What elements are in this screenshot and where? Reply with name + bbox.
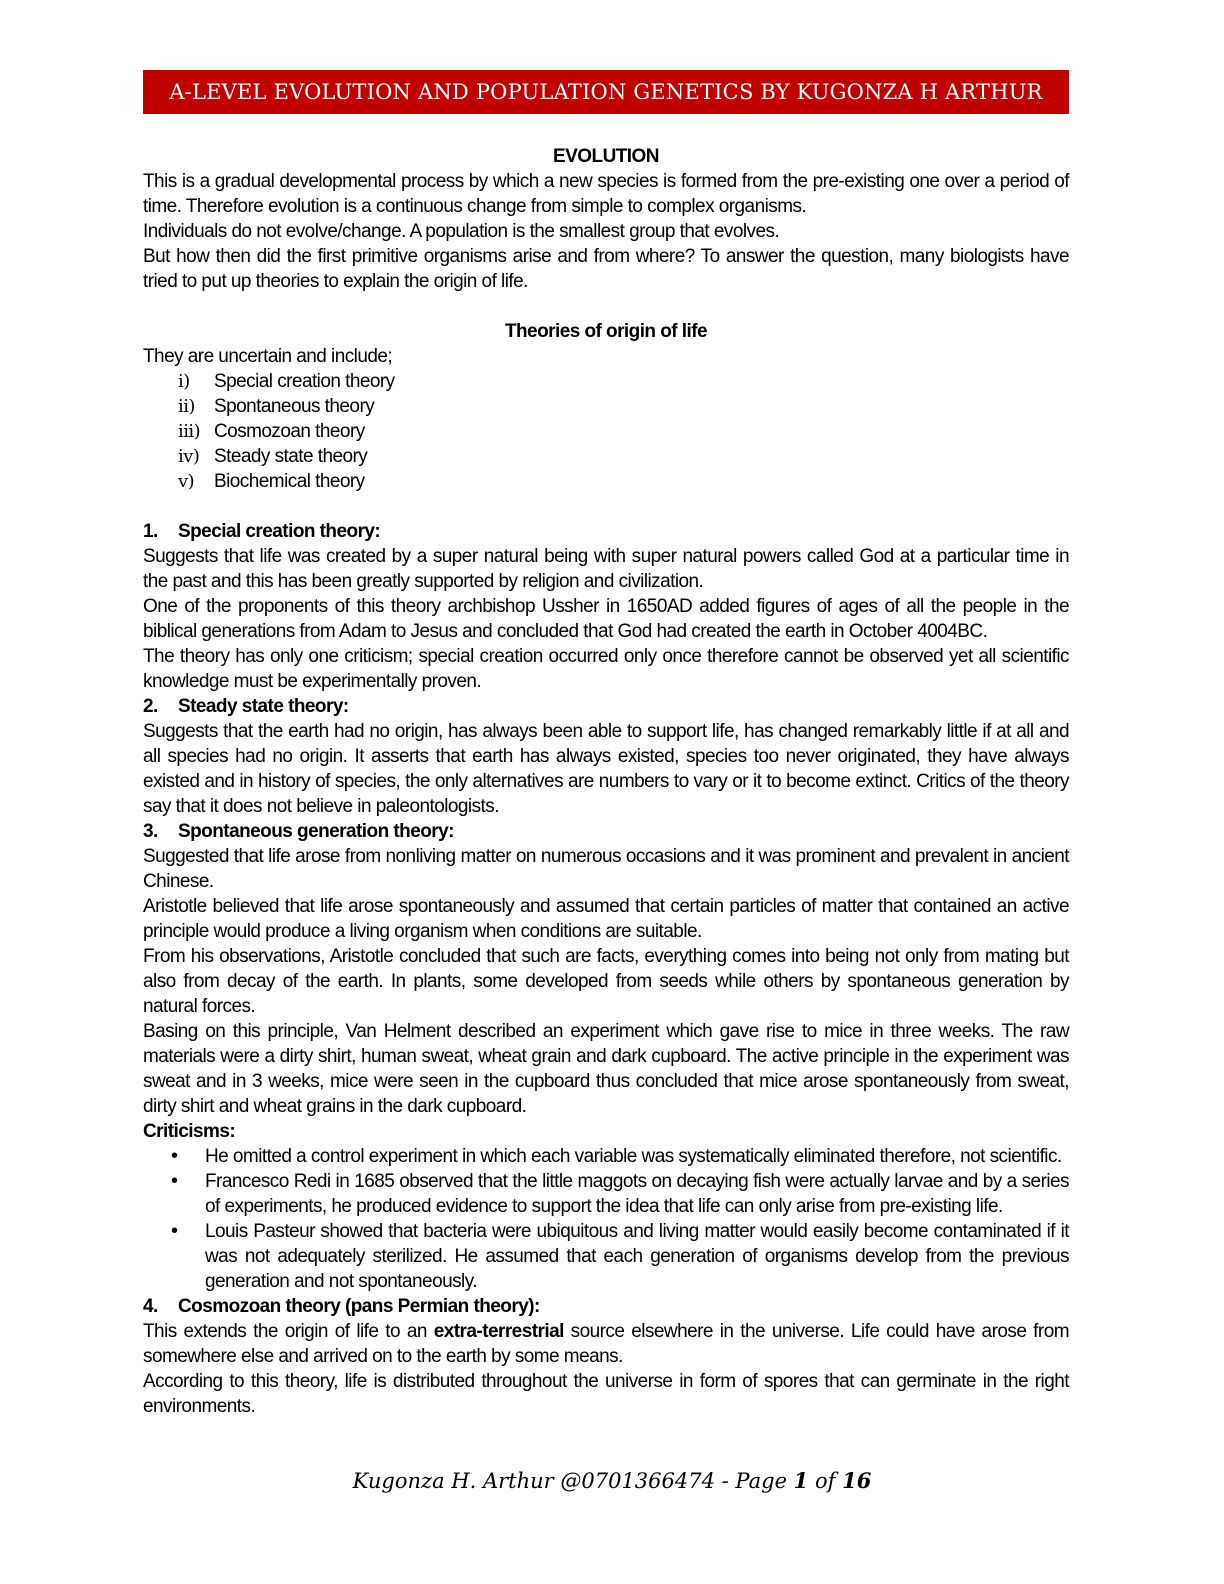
evolution-heading: EVOLUTION xyxy=(553,146,659,167)
section-1-paragraph-3: The theory has only one criticism; special creation occurred only once therefore cannot be observed yet all scientific knowledge must be experimentally proven. xyxy=(143,646,1069,692)
document-page xyxy=(143,70,1069,1419)
section-title: Cosmozoan theory (pans Permian theory): xyxy=(178,1296,540,1317)
list-number: v) xyxy=(178,471,195,492)
list-item: • Francesco Redi in 1685 observed that the little maggots on decaying fish were actually larvae and by a series of experiments, he produced evidence to support the idea that life can only arise from pre-existing life. xyxy=(143,1169,1069,1219)
section-title: Special creation theory: xyxy=(178,521,381,542)
section-3-paragraph-2: Aristotle believed that life arose spontaneously and assumed that certain particles of matter that contained an active principle would produce a living organism when conditions are suitable. xyxy=(143,896,1069,942)
section-1-paragraph-1: Suggests that life was created by a super natural being with super natural powers called God at a particular time in the past and this has been greatly supported by religion and civilization. xyxy=(143,546,1069,592)
bold-term: extra-terrestrial xyxy=(433,1321,564,1342)
evolution-paragraph-2: Individuals do not evolve/change. A population is the smallest group that evolves. xyxy=(143,221,780,242)
document-content xyxy=(143,144,1069,1419)
section-4-paragraph-1 xyxy=(143,1319,1069,1369)
list-item xyxy=(143,469,1069,494)
theories-list xyxy=(143,369,1069,494)
section-4-paragraph-2: According to this theory, life is distributed throughout the universe in form of spores that can germinate in the right environments. xyxy=(143,1371,1069,1417)
list-number: i) xyxy=(178,371,190,392)
list-item xyxy=(143,394,1069,419)
list-text: Spontaneous theory xyxy=(214,396,375,417)
theories-heading: Theories of origin of life xyxy=(504,321,708,342)
section-1-heading xyxy=(143,519,1069,544)
section-2-heading xyxy=(143,694,1069,719)
footer-author: Kugonza H. Arthur @0701366474 - Page xyxy=(352,1469,794,1493)
list-text: Biochemical theory xyxy=(214,471,365,492)
list-item xyxy=(143,369,1069,394)
theories-intro: They are uncertain and include; xyxy=(143,346,393,367)
section-title: Steady state theory: xyxy=(178,696,349,717)
section-3-paragraph-4: Basing on this principle, Van Helment described an experiment which gave rise to mice in three weeks. The raw materials were a dirty shirt, human sweat, wheat grain and dark cupboard. The active principle in the experiment was sweat and in 3 weeks, mice were seen in the cupboard thus concluded that mice arose spontaneously from sweat, dirty shirt and wheat grains in the dark cupboard. xyxy=(143,1021,1069,1117)
header-banner: A-LEVEL EVOLUTION AND POPULATION GENETICS BY KUGONZA H ARTHUR xyxy=(143,70,1069,114)
text-run: This extends the origin of life to an xyxy=(143,1321,434,1342)
list-item: • He omitted a control experiment in which each variable was systematically eliminated therefore, not scientific. xyxy=(143,1144,1069,1169)
text-run: source elsewhere in the universe. Life could have arose from somewhere else and arrived on to the earth by some means. xyxy=(143,1321,1069,1367)
section-4-heading xyxy=(143,1294,1069,1319)
list-text: Special creation theory xyxy=(214,371,395,392)
section-3-paragraph-3: From his observations, Aristotle concluded that such are facts, everything comes into being not only from mating but also from decay of the earth. In plants, some developed from seeds while others by spontaneous generation by natural forces. xyxy=(143,946,1069,1017)
section-2-paragraph-1: Suggests that the earth had no origin, has always been able to support life, has changed remarkably little if at all and all species had no origin. It asserts that earth has always existed, species too never originated, they have always existed and in history of species, the only alternatives are numbers to vary or it to become extinct. Critics of the theory say that it does not believe in paleontologists. xyxy=(143,721,1069,817)
evolution-paragraph-1: This is a gradual developmental process by which a new species is formed from the pre-existing one over a period of time. Therefore evolution is a continuous change from simple to complex organisms. xyxy=(143,171,1069,217)
list-text: Cosmozoan theory xyxy=(214,421,365,442)
section-number: 2. xyxy=(143,696,158,717)
section-3-paragraph-1: Suggested that life arose from nonliving matter on numerous occasions and it was prominent and prevalent in ancient Chinese. xyxy=(143,846,1069,892)
list-item xyxy=(143,444,1069,469)
list-item xyxy=(143,419,1069,444)
list-number: ii) xyxy=(178,396,195,417)
list-number: iii) xyxy=(178,421,201,442)
list-number: iv) xyxy=(178,446,200,467)
section-3-heading xyxy=(143,819,1069,844)
evolution-paragraph-3: But how then did the first primitive organisms arise and from where? To answer the question, many biologists have tried to put up theories to explain the origin of life. xyxy=(143,246,1069,292)
criticisms-list xyxy=(143,1144,1069,1294)
footer-page-total: 16 xyxy=(842,1468,872,1493)
section-number: 1. xyxy=(143,521,158,542)
section-number: 4. xyxy=(143,1296,158,1317)
footer-page-number: 1 xyxy=(793,1468,809,1493)
section-title: Spontaneous generation theory: xyxy=(178,821,454,842)
criticisms-heading: Criticisms: xyxy=(143,1121,236,1142)
footer-of: of xyxy=(808,1469,843,1493)
page-footer xyxy=(0,1468,1224,1493)
section-1-paragraph-2: One of the proponents of this theory archbishop Ussher in 1650AD added figures of ages of all the people in the biblical generations from Adam to Jesus and concluded that God had created the earth in October 4004BC. xyxy=(143,596,1069,642)
section-number: 3. xyxy=(143,821,158,842)
list-item: • Louis Pasteur showed that bacteria were ubiquitous and living matter would easily become contaminated if it was not adequately sterilized. He assumed that each generation of organisms develop from the previous generation and not spontaneously. xyxy=(143,1219,1069,1294)
list-text: Steady state theory xyxy=(214,446,368,467)
